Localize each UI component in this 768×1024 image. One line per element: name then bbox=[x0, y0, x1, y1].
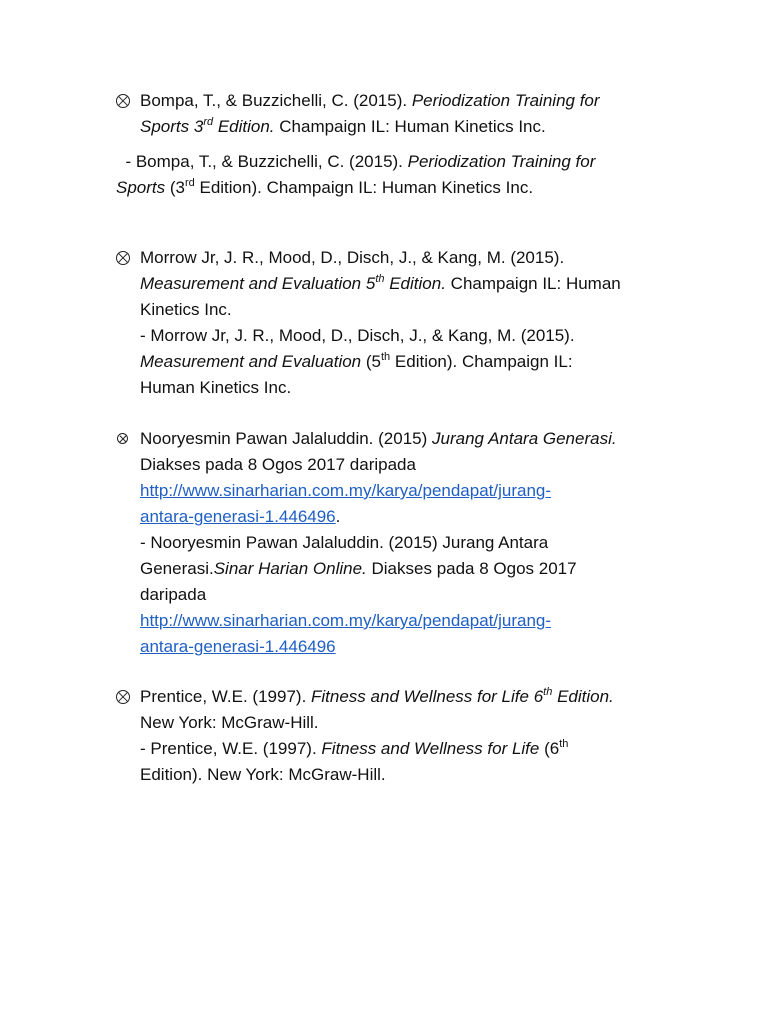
circled-times-icon bbox=[117, 433, 128, 444]
reference-title: Edition. bbox=[213, 117, 275, 136]
reference-publisher: Kinetics Inc. bbox=[140, 300, 232, 319]
correction-publisher: Edition). New York: McGraw-Hill. bbox=[140, 765, 386, 784]
correction-url-link[interactable]: http://www.sinarharian.com.my/karya/pendapat/jurang- bbox=[140, 611, 552, 630]
reference-publisher: Champaign IL: Human bbox=[445, 274, 621, 293]
correction-title: Sinar Harian Online. bbox=[213, 559, 367, 578]
reference-title: Jurang Antara Generasi. bbox=[432, 429, 617, 448]
reference-line bbox=[140, 478, 551, 504]
correction-text: (5 bbox=[361, 352, 381, 371]
correction-title: Fitness and Wellness for Life bbox=[321, 739, 540, 758]
correction-line bbox=[140, 556, 577, 582]
reference-publisher: New York: McGraw-Hill. bbox=[140, 713, 319, 732]
reference-title: Edition. bbox=[384, 274, 446, 293]
reference-title: Periodization Training for bbox=[411, 91, 600, 110]
superscript: th bbox=[559, 738, 569, 750]
circled-times-icon bbox=[116, 690, 130, 704]
reference-line bbox=[140, 271, 621, 297]
correction-line bbox=[140, 323, 575, 349]
reference-line bbox=[140, 452, 416, 478]
reference-title: Sports 3 bbox=[140, 117, 204, 136]
correction-line bbox=[140, 762, 386, 788]
reference-line bbox=[140, 710, 319, 736]
reference-line bbox=[140, 114, 546, 140]
reference-url-link[interactable]: http://www.sinarharian.com.my/karya/pendapat/jurang- bbox=[140, 481, 552, 500]
correction-title: Periodization Training for bbox=[407, 152, 596, 171]
correction-title: Measurement and Evaluation bbox=[140, 352, 362, 371]
correction-publisher: Edition). Champaign IL: bbox=[390, 352, 573, 371]
reference-line bbox=[140, 684, 614, 710]
superscript: th bbox=[375, 273, 385, 285]
superscript: th bbox=[543, 686, 553, 698]
correction-authors: - Morrow Jr, J. R., Mood, D., Disch, J., & Kang, M. (2015). bbox=[140, 326, 575, 345]
reference-access-text: Diakses pada 8 Ogos 2017 daripada bbox=[140, 455, 416, 474]
reference-authors: Prentice, W.E. (1997). bbox=[140, 687, 312, 706]
reference-authors: Bompa, T., & Buzzichelli, C. (2015). bbox=[140, 91, 412, 110]
reference-title: Edition. bbox=[552, 687, 614, 706]
correction-authors: - Prentice, W.E. (1997). bbox=[140, 739, 322, 758]
correction-access-text: Diakses pada 8 Ogos 2017 bbox=[366, 559, 577, 578]
correction-text: (6 bbox=[539, 739, 560, 758]
correction-line bbox=[140, 634, 336, 660]
correction-line bbox=[116, 149, 595, 175]
reference-url-link[interactable]: antara-generasi-1.446496 bbox=[140, 507, 336, 526]
reference-line bbox=[140, 426, 617, 452]
correction-line bbox=[140, 608, 551, 634]
correction-text: (3 bbox=[165, 178, 185, 197]
correction-line bbox=[140, 349, 573, 375]
reference-title: Fitness and Wellness for Life 6 bbox=[311, 687, 544, 706]
correction-text: Generasi. bbox=[140, 559, 214, 578]
correction-title: Sports bbox=[116, 178, 166, 197]
correction-line bbox=[140, 375, 291, 401]
circled-times-icon bbox=[116, 94, 130, 108]
correction-line bbox=[116, 175, 533, 201]
reference-authors: Nooryesmin Pawan Jalaluddin. (2015) bbox=[140, 429, 432, 448]
circled-times-icon bbox=[116, 251, 130, 265]
correction-publisher: Human Kinetics Inc. bbox=[140, 378, 292, 397]
reference-publisher: Champaign IL: Human Kinetics Inc. bbox=[274, 117, 546, 136]
reference-line bbox=[140, 297, 232, 323]
reference-title: Measurement and Evaluation 5 bbox=[140, 274, 376, 293]
superscript: th bbox=[380, 351, 391, 363]
superscript: rd bbox=[203, 116, 214, 128]
reference-line bbox=[140, 88, 600, 114]
reference-line bbox=[140, 504, 340, 530]
correction-authors: - Nooryesmin Pawan Jalaluddin. (2015) Jurang Antara bbox=[140, 533, 549, 552]
reference-punctuation: . bbox=[335, 507, 341, 526]
correction-url-link[interactable]: antara-generasi-1.446496 bbox=[140, 637, 336, 656]
correction-line bbox=[140, 582, 206, 608]
superscript: rd bbox=[184, 177, 195, 189]
correction-authors: - Bompa, T., & Buzzichelli, C. (2015). bbox=[116, 152, 408, 171]
correction-access-text: daripada bbox=[140, 585, 207, 604]
correction-line bbox=[140, 530, 548, 556]
reference-line bbox=[140, 245, 564, 271]
correction-publisher: Edition). Champaign IL: Human Kinetics Inc. bbox=[194, 178, 534, 197]
correction-line bbox=[140, 736, 568, 762]
reference-authors: Morrow Jr, J. R., Mood, D., Disch, J., & Kang, M. (2015). bbox=[140, 248, 565, 267]
